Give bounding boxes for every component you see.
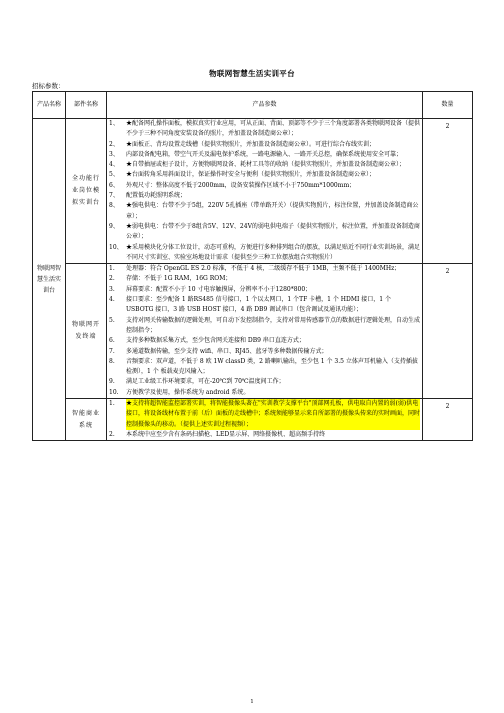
parameters-cell bbox=[107, 399, 423, 441]
list-item bbox=[109, 274, 420, 284]
item-text: 接口要求：至少配备 1 路RS485 信号接口，1 个以太网口，1 个TF 卡槽，1 个 HDMI 接口，1 个 USBOTG 接口，3 路 USB HOST 接口，4 路 DB9 调试串口（包含调试及通讯功能）； bbox=[126, 296, 391, 314]
parameters-cell bbox=[107, 264, 423, 399]
list-item bbox=[109, 160, 420, 170]
item-number: 9. bbox=[109, 378, 115, 386]
item-text: ★自带抽屉或柜子设计，方便物联网设备、耗材工具等的收纳（提供实物照片，并加盖设备制造商公章）； bbox=[126, 161, 406, 169]
item-number: 7、 bbox=[109, 192, 119, 200]
item-number: 10. bbox=[109, 388, 119, 396]
header-part-name: 部件名称 bbox=[66, 92, 107, 119]
parameters-cell bbox=[107, 119, 423, 264]
item-text: 屏幕要求：配置不小于 10 寸电容触摸屏，分辨率不小于1280*800； bbox=[126, 285, 312, 293]
item-text: 内部设备配电箱，带空气开关及漏电保护系统，一路电源输入、一路开关总控，确保系统使用安全可靠； bbox=[126, 150, 403, 158]
list-item bbox=[109, 191, 420, 201]
item-text: 满足工业级工作环境要求，可在-20℃到 70℃温度间工作； bbox=[126, 378, 285, 386]
item-number: 10、 bbox=[109, 243, 123, 251]
item-number: 6、 bbox=[109, 181, 119, 189]
header-quantity: 数量 bbox=[423, 92, 473, 119]
item-number: 2. bbox=[109, 430, 115, 438]
list-item bbox=[109, 295, 420, 316]
table-row bbox=[33, 399, 473, 441]
page-number: 1 bbox=[250, 699, 254, 705]
header-product-name: 产品名称 bbox=[33, 92, 66, 119]
table-header-row bbox=[33, 92, 473, 119]
list-item bbox=[109, 336, 420, 346]
list-item bbox=[109, 181, 420, 191]
item-number: 1. bbox=[109, 265, 115, 273]
item-text: ★采用模块化分体工位设计，动态可重构，方便进行多种排列组合的摆放，以满足贴近不同行业实训场景，满足不同尺寸实训室、实验室场地设计需求（提供至少三种工位摆放组合实物照片） bbox=[126, 243, 421, 261]
item-number: 2. bbox=[109, 275, 115, 283]
list-item bbox=[109, 170, 420, 180]
list-item bbox=[109, 243, 420, 264]
part-name-cell: 物联网开发终端 bbox=[66, 264, 107, 399]
item-number: 5、 bbox=[109, 171, 119, 179]
item-text: 方便教学及使用，操作系统为 android 系统。 bbox=[126, 388, 250, 396]
item-text: ★台面转角采用斜面设计，保证操作时安全与便利（提供实物照片，并加盖设备制造商公章）； bbox=[126, 171, 376, 179]
page-title: 物联网智慧生活实训平台 bbox=[209, 69, 295, 78]
item-number: 8. bbox=[109, 357, 115, 365]
list-item bbox=[109, 201, 420, 222]
spec-table bbox=[32, 91, 473, 441]
part-name-cell: 全功能行业岗位模拟实训台 bbox=[66, 119, 107, 264]
item-text: 音频要求：双声道，不低于 8 欧 1W classD 类，2 路喇叭输出，至少包 1 个 3.5 立体声耳机输入（支持插拔检测），1 个 板载麦克风输入； bbox=[126, 357, 418, 376]
item-text: 支持多种数据采集方式，至少包含网关连接和 DB9 串口直连方式； bbox=[126, 337, 305, 345]
list-item bbox=[109, 140, 420, 150]
item-text: ★强电供电：台带不少于5组，220V 5孔插座（带单路开关）（提供实物照片，标注位置，并加盖设备制造商公章）； bbox=[126, 202, 419, 220]
list-item bbox=[109, 119, 420, 140]
item-number: 1. bbox=[109, 400, 115, 408]
table-row bbox=[33, 264, 473, 399]
item-number: 7. bbox=[109, 347, 115, 355]
product-name-cell: 物联网智慧生活实训台 bbox=[33, 119, 66, 441]
list-item bbox=[109, 285, 420, 295]
item-number: 2、 bbox=[109, 140, 119, 148]
item-text: 存储：不低于 1G RAM，16G ROM； bbox=[126, 275, 232, 283]
item-text: ★弱电供电：台带不少于8组含5V、12V、24V的弱电供电端子（提供实物照片，标注位置，并加盖设备制造商公章）； bbox=[126, 222, 420, 241]
part-name-cell: 智能商业系统 bbox=[66, 399, 107, 441]
item-text: ★支持将超智能监控部署实训，将智能摄像头著在"实训教学支撑平台"顶部网孔板，供电取自内置的弱(弱)供电接口，将设备线材布置于前（后）面板的走线槽中；系统须能够显示来自所部署的摄像头传来的实时画面，同时控制摄像头的移动。（提供上述实训过程视频）； bbox=[126, 399, 420, 430]
item-number: 3、 bbox=[109, 150, 119, 158]
list-item bbox=[109, 150, 420, 160]
item-text: 本系统中应至少含有条码扫描枪、LED显示屏、网络摄像机、超高频手持终 bbox=[126, 430, 326, 438]
item-number: 1、 bbox=[109, 120, 119, 127]
item-number: 5. bbox=[109, 316, 115, 324]
item-number: 3. bbox=[109, 285, 115, 293]
list-item bbox=[109, 430, 420, 440]
quantity-cell: 2 bbox=[423, 119, 473, 264]
list-item bbox=[109, 399, 420, 430]
item-text: 外观尺寸：整体高度不低于2000mm，设备安装操作区域不小于750mm*1000mm； bbox=[126, 181, 356, 189]
item-text: 配置低功耗照明系统； bbox=[126, 192, 187, 200]
quantity-cell: 2 bbox=[423, 264, 473, 399]
item-number: 4、 bbox=[109, 161, 119, 169]
list-item bbox=[109, 264, 420, 274]
header-parameters: 产品参数 bbox=[107, 92, 423, 119]
list-item bbox=[109, 347, 420, 357]
item-text: 多通道数据传输，至少支持 wifi、串口、RJ45、蓝牙等多种数据传输方式； bbox=[126, 347, 328, 355]
item-number: 8、 bbox=[109, 202, 119, 210]
item-text: ★面板正、背均设置走线槽（提供实物照片，并加盖设备制造商公章）。可进行综合布线实训； bbox=[126, 140, 376, 148]
item-text: 处理器：符合 OpenGL ES 2.0 标准，不低于 4 核，二级缓存不低于 1MB，主频不低于 1400MHz； bbox=[126, 265, 401, 273]
item-number: 4. bbox=[109, 296, 115, 304]
item-number: 9、 bbox=[109, 222, 119, 230]
item-text: ★配备网孔操作面板，模拟真实行业应用，可从正面、背面、顶部等不少于三个角度部署各类物联网设备（提供不少于三种不同角度安装设备的照片，并加盖设备制造商公章）； bbox=[126, 120, 421, 138]
list-item bbox=[109, 222, 420, 243]
list-item bbox=[109, 316, 420, 337]
quantity-cell: 2 bbox=[423, 399, 473, 441]
item-text: 支持对网关传输数据的逻辑处理，可自动下发控制指令，支持对常用传感器节点的数据进行逻辑处理，自动生成控制指令； bbox=[126, 316, 421, 334]
list-item bbox=[109, 388, 420, 398]
item-number: 6. bbox=[109, 337, 115, 345]
table-row bbox=[33, 119, 473, 264]
list-item bbox=[109, 357, 420, 378]
tender-params-label: 招标参数： bbox=[32, 82, 65, 90]
list-item bbox=[109, 377, 420, 387]
